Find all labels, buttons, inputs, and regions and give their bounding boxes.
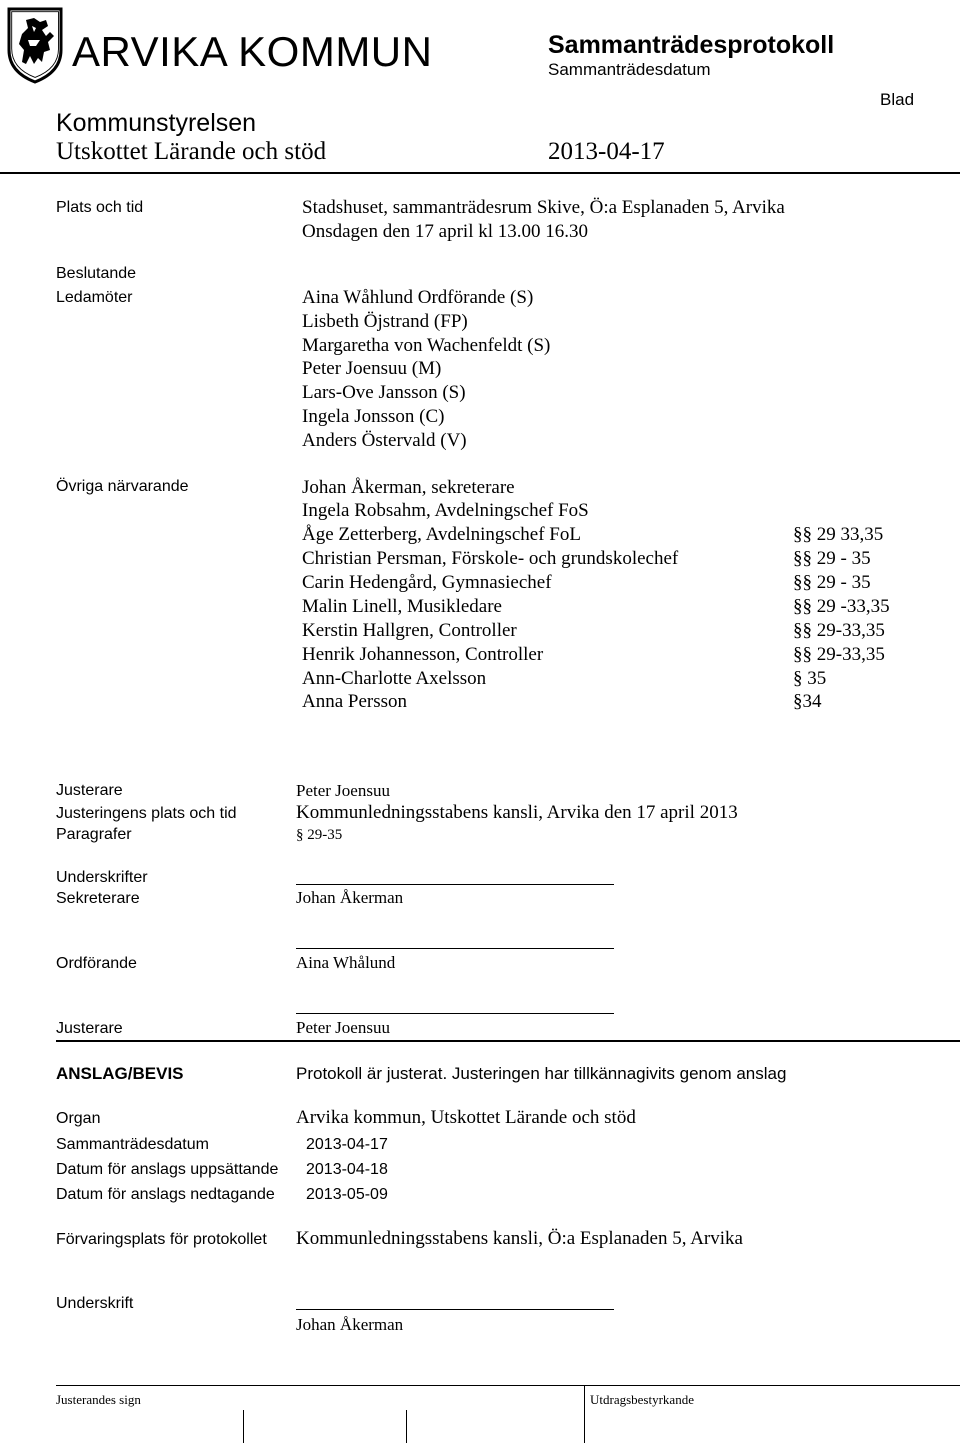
- organ-value: Arvika kommun, Utskottet Lärande och stöd: [296, 1107, 636, 1128]
- meeting-date-label: Sammanträdesdatum: [548, 60, 711, 79]
- sig-adjuster-label: Justerare: [56, 1020, 123, 1037]
- notice-title: ANSLAG/BEVIS: [56, 1064, 184, 1083]
- posted-value: 2013-04-18: [306, 1161, 388, 1178]
- attendee-name: Åge Zetterberg, Avdelningschef FoL: [302, 524, 581, 545]
- member-item: Ingela Jonsson (C): [302, 406, 445, 427]
- place-label: Plats och tid: [56, 199, 144, 216]
- initials-box-divider: [406, 1410, 407, 1443]
- member-item: Anders Östervald (V): [302, 430, 467, 451]
- time-value: Onsdagen den 17 april kl 13.00 16.30: [302, 221, 589, 242]
- attendee-name: Henrik Johannesson, Controller: [302, 644, 544, 665]
- removed-label: Datum för anslags nedtagande: [56, 1186, 275, 1203]
- org-name: ARVIKA KOMMUN: [72, 28, 433, 75]
- header-divider: [0, 172, 960, 174]
- initials-box-divider: [243, 1410, 244, 1443]
- attendee-paragraphs: §§ 29-33,35: [793, 644, 885, 665]
- meeting-date-row-label: Sammanträdesdatum: [56, 1136, 209, 1153]
- member-item: Margaretha von Wachenfeldt (S): [302, 335, 551, 356]
- shield-icon: [6, 6, 64, 84]
- attendee-name: Christian Persman, Förskole- och grundskolechef: [302, 548, 679, 569]
- committee-name: Utskottet Lärande och stöd: [56, 138, 327, 165]
- member-item: Aina Wåhlund Ordförande (S): [302, 287, 534, 308]
- signature-line: [296, 884, 614, 885]
- attendee-paragraphs: §§ 29 - 35: [793, 548, 871, 569]
- member-item: Lisbeth Öjstrand (FP): [302, 311, 468, 332]
- document-type: Sammanträdesprotokoll: [548, 31, 835, 59]
- footer-certification-label: Utdragsbestyrkande: [590, 1392, 694, 1407]
- notice-divider: [56, 1040, 960, 1042]
- attendee-paragraphs: §§ 29 - 35: [793, 572, 871, 593]
- attendee-name: Johan Åkerman, sekreterare: [302, 477, 515, 498]
- attendee-name: Kerstin Hallgren, Controller: [302, 620, 517, 641]
- member-item: Peter Joensuu (M): [302, 358, 442, 379]
- attendee-paragraphs: §§ 29 -33,35: [793, 596, 890, 617]
- storage-value: Kommunledningsstabens kansli, Ö:a Esplanaden 5, Arvika: [296, 1228, 743, 1249]
- header-date: 2013-04-17: [548, 138, 665, 165]
- member-item: Lars-Ove Jansson (S): [302, 382, 466, 403]
- chair-label: Ordförande: [56, 955, 137, 972]
- attendee-name: Ann-Charlotte Axelsson: [302, 668, 487, 689]
- secretary-label: Sekreterare: [56, 890, 140, 907]
- attendee-paragraphs: § 35: [793, 668, 827, 689]
- adjustment-place-label: Justeringens plats och tid: [56, 805, 237, 822]
- adjuster-label: Justerare: [56, 782, 123, 799]
- attendee-paragraphs: §34: [793, 691, 822, 712]
- meeting-date-row-value: 2013-04-17: [306, 1136, 388, 1153]
- place-value: Stadshuset, sammanträdesrum Skive, Ö:a Esplanaden 5, Arvika: [302, 197, 785, 218]
- adjustment-place-value: Kommunledningsstabens kansli, Arvika den 17 april 2013: [296, 802, 738, 823]
- signature-line: [296, 1013, 614, 1014]
- footer-divider: [56, 1385, 960, 1386]
- attendee-paragraphs: §§ 29 33,35: [793, 524, 884, 545]
- signatures-title: Underskrifter: [56, 869, 148, 886]
- attendee-name: Ingela Robsahm, Avdelningschef FoS: [302, 500, 589, 521]
- certification-box-divider: [584, 1386, 585, 1443]
- organ-label: Organ: [56, 1110, 101, 1127]
- attendee-name: Carin Hedengård, Gymnasiechef: [302, 572, 552, 593]
- paragraphs-value: § 29-35: [296, 827, 343, 843]
- attendee-paragraphs: §§ 29-33,35: [793, 620, 885, 641]
- secretary-name: Johan Åkerman: [296, 888, 404, 907]
- notice-signature-name: Johan Åkerman: [296, 1315, 404, 1334]
- signature-line: [296, 1309, 614, 1310]
- page-label: Blad: [880, 90, 915, 109]
- paragraphs-label: Paragrafer: [56, 826, 132, 843]
- board-name: Kommunstyrelsen: [56, 109, 257, 137]
- signature-line: [296, 948, 614, 949]
- adjuster-value: Peter Joensuu: [296, 781, 390, 800]
- chair-name: Aina Whålund: [296, 953, 396, 972]
- removed-value: 2013-05-09: [306, 1186, 388, 1203]
- notice-statement: Protokoll är justerat. Justeringen har tillkännagivits genom anslag: [296, 1064, 787, 1083]
- notice-signature-label: Underskrift: [56, 1295, 134, 1312]
- posted-label: Datum för anslags uppsättande: [56, 1161, 279, 1178]
- sig-adjuster-name: Peter Joensuu: [296, 1018, 390, 1037]
- attendee-name: Malin Linell, Musikledare: [302, 596, 502, 617]
- storage-label: Förvaringsplats för protokollet: [56, 1231, 267, 1248]
- deciding-label: Beslutande: [56, 265, 137, 282]
- attendee-name: Anna Persson: [302, 691, 408, 712]
- footer-initials-label: Justerandes sign: [56, 1392, 141, 1407]
- coat-of-arms-logo: [6, 6, 64, 84]
- members-label: Ledamöter: [56, 289, 133, 306]
- others-label: Övriga närvarande: [56, 478, 189, 495]
